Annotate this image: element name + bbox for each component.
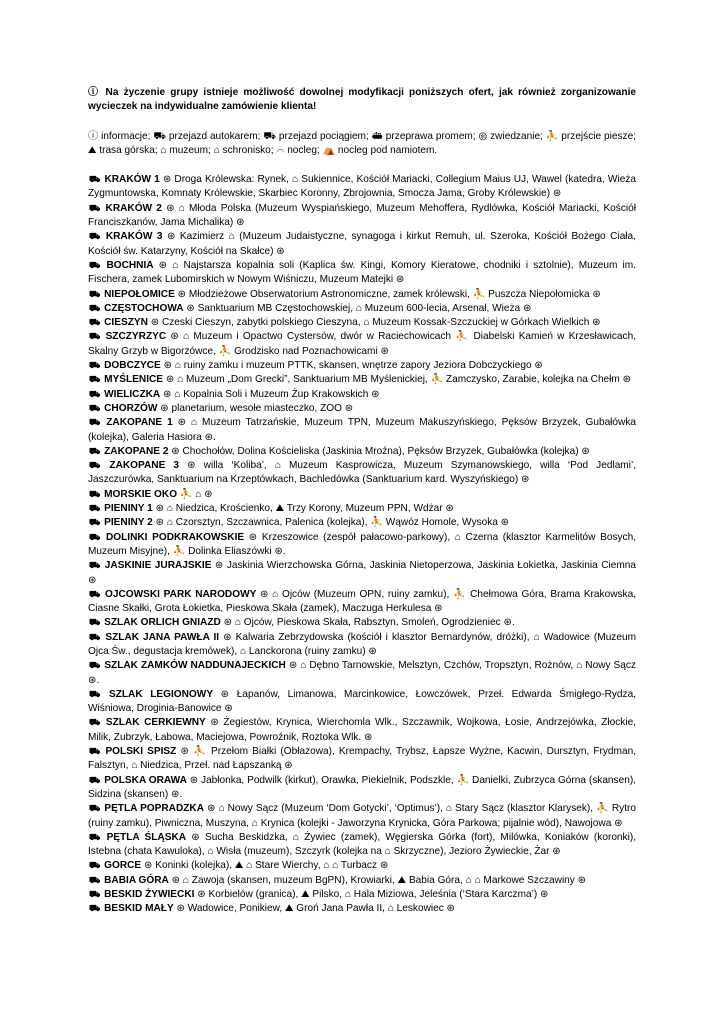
bus-icon: ⛟	[89, 232, 101, 243]
offer-name: BESKID MAŁY	[104, 903, 174, 915]
offer-name: CHORZÓW	[104, 402, 158, 414]
offer-description: ⊛ Łapanów, Limanowa, Marcinkowice, Łowczówek, Przeł. Edwarda Śmigłego-Rydza, Wiśniowa, Droginia-Banowice ⊛	[88, 688, 636, 715]
offer-name: SZLAK JANA PAWŁA II	[105, 631, 220, 643]
bus-icon: ⛟	[89, 618, 101, 629]
legend-text: ⓘ informacje; ⛟ przejazd autokarem; ⛟ przejazd pociągiem; ⛴ przeprawa promem; ⊛ zwiedzanie; ⛹ przejście piesze; ⛰ trasa górska; ⌂ muzeum; ⌂ schronisko; ⌒ nocleg; ⛺ nocleg pod namiotem.	[88, 130, 636, 156]
offer-name: ZAKOPANE 1	[106, 417, 173, 429]
offer-entry	[88, 445, 636, 459]
bus-icon: ⛟	[89, 904, 101, 915]
offer-entry	[88, 716, 636, 745]
bus-icon: ⛟	[89, 332, 101, 343]
offer-description: ⊛ ⌂ Muzeum Tatrzańskie, Muzeum TPN, Muzeum Makuszyńskiego, Pęksów Brzyzek, Gubałówka (kolejka), Galeria Hasiora ⊛.	[88, 417, 636, 443]
bus-icon: ⛟	[89, 875, 101, 886]
bus-icon: ⛟	[89, 175, 101, 186]
offer-description: ⊛ Jabłonka, Podwilk (kirkut), Orawka, Piekielnik, Podszkle, ⛹ Danielki, Zubrzyca Górna (skansen), Sidzina (skansen) ⊛.	[88, 774, 636, 800]
offer-name: SZLAK CERKIEWNY	[105, 717, 206, 729]
offer-entry	[88, 859, 636, 873]
bus-icon: ⛟	[89, 375, 101, 386]
offer-name: SZLAK ZAMKÓW NADDUNAJECKICH	[104, 660, 286, 672]
offer-entry	[88, 302, 636, 316]
offer-name: SZLAK LEGIONOWY	[108, 688, 214, 700]
offer-description: ⊛ ⌂ Ojców (Muzeum OPN, ruiny zamku), ⛹ Chełmowa Góra, Brama Krakowska, Ciasne Skałki, Grota Łokietka, Pieskowa Skała (zamek), Maczuga Herkulesa ⊛	[88, 588, 636, 615]
offer-name: KRAKÓW 3	[105, 231, 163, 243]
bus-icon: ⛟	[89, 661, 101, 672]
offer-entry	[88, 516, 636, 530]
bus-icon: ⛟	[89, 689, 101, 700]
offer-name: BABIA GÓRA	[104, 874, 169, 886]
offer-name: DOBCZYCE	[104, 360, 161, 372]
bus-icon: ⛟	[89, 518, 101, 529]
offer-description: ⊛ ⌂ Czorsztyn, Szczawnica, Palenica (kolejka), ⛹ Wąwóz Homole, Wysoka ⊛	[152, 517, 510, 529]
offer-name: PĘTLA POPRADZKA	[104, 803, 204, 815]
offer-entry	[88, 874, 636, 888]
offer-description: ⊛ ⌂ Kopalnia Soli i Muzeum Żup Krakowskich ⊛	[160, 388, 380, 400]
offer-description: ⊛ Czeski Cieszyn, zabytki polskiego Cieszyna, ⌂ Muzeum Kossak-Szczuckiej w Górkach Wielkich ⊛	[147, 317, 601, 329]
offer-name: KRAKÓW 2	[105, 202, 162, 214]
offer-entry	[88, 659, 636, 688]
offer-entry	[88, 502, 636, 516]
offer-entry	[88, 359, 636, 373]
offer-name: POLSKA ORAWA	[104, 774, 187, 786]
offer-description: ⊛ Krzeszowice (zespół pałacowo-parkowy), ⌂ Czerna (klasztor Karmelitów Bosych, Muzeum Misyjne), ⛹ Dolinka Eliaszówki ⊛.	[88, 531, 637, 557]
offer-description: ⊛ ⌂ Dębno Tarnowskie, Melsztyn, Czchów, Tropsztyn, Rożnów, ⌂ Nowy Sącz ⊛.	[88, 660, 636, 686]
offer-entry	[88, 631, 636, 660]
offer-entry	[88, 316, 636, 330]
bus-icon: ⛟	[89, 461, 101, 472]
offer-entry	[88, 373, 636, 387]
bus-icon: ⛟	[89, 260, 101, 271]
offer-description: ⊛ ⌂ Ojców, Pieskowa Skała, Rabsztyn, Smoleń, Ogrodzieniec ⊛.	[220, 617, 515, 629]
offer-entry	[88, 173, 636, 202]
bus-icon: ⛟	[89, 589, 101, 600]
offer-name: CZĘSTOCHOWA	[104, 302, 184, 314]
bus-icon: ⛟	[89, 561, 101, 572]
offer-name: WIELICZKA	[104, 388, 161, 400]
offer-description: ⊛ Jaskinia Wierzchowska Górna, Jaskinia Nietoperzowa, Jaskinia Łokietka, Jaskinia Ciemna ⊛	[88, 560, 636, 586]
bus-icon: ⛟	[89, 832, 101, 843]
bus-icon: ⛟	[89, 361, 101, 372]
offer-name: GORCE	[104, 860, 142, 872]
offer-description: ⊛ willa ‘Koliba’, ⌂ Muzeum Kasprowicza, Muzeum Szymanowskiego, willa ‘Pod Jedlami’, Jaszczurówka, Sanktuarium na Krzeptówkach, Bachledówka (Sanktuarium kard. Wyszyńskiego) ⊛	[88, 460, 636, 486]
offer-description: ⊛ ⌂ Muzeum „Dom Grecki”, Sanktuarium MB Myślenickiej, ⛹ Zamczysko, Zarabie, kolejka na Chełm ⊛	[163, 374, 632, 386]
offer-name: DOLINKI PODKRAKOWSKIE	[105, 531, 245, 543]
bus-icon: ⛟	[89, 747, 101, 758]
offer-list	[88, 173, 636, 916]
offer-description: ⊛ Droga Królewska: Rynek, ⌂ Sukiennice, Kościół Mariacki, Collegium Maius UJ, Wawel (katedra, Wieża Zygmuntowska, Komnaty Królewskie, Skarbiec Koronny, Zbrojownia, Smocza Jama, Groby Królewskie) ⊛	[88, 174, 636, 200]
offer-description: ⊛ Chochołów, Dolina Kościeliska (Jaskinia Mroźna), Pęksów Brzyzek, Gubałówka (kolejka) ⊛	[168, 445, 590, 457]
bus-icon: ⛟	[89, 504, 101, 515]
offer-entry	[88, 588, 636, 617]
bus-icon: ⛟	[89, 303, 101, 314]
bus-icon: ⛟	[89, 318, 101, 329]
offer-entry	[88, 402, 636, 416]
offer-name: PIENINY 2	[104, 517, 153, 529]
offer-entry	[88, 416, 636, 445]
offer-description: ⊛ ⌂ Najstarsza kopalnia soli (Kaplica św. Kingi, Komory Kieratowe, chodniki i sztolnie), Muzeum im. Fischera, zamek Lubomirskich w Nowym Wiśniczu, Muzeum Matejki ⊛	[88, 259, 636, 286]
bus-icon: ⛟	[89, 718, 101, 729]
offer-description: ⊛ Koninki (kolejka), ⛰ ⌂ Stare Wierchy, ⌂ ⌂ Turbacz ⊛	[141, 860, 389, 872]
offer-name: SZLAK ORLICH GNIAZD	[104, 617, 221, 629]
offer-name: SZCZYRZYC	[105, 331, 167, 343]
offer-name: BOCHNIA	[106, 259, 154, 271]
offer-description: ⊛ Korbielów (granica), ⛰ Pilsko, ⌂ Hala Miziowa, Jeleśnia (‘Stara Karczma’) ⊛	[194, 889, 549, 901]
offer-entry	[88, 259, 636, 288]
offer-description: ⊛ Sucha Beskidzka, ⌂ Żywiec (zamek), Węgierska Górka (fort), Milówka, Koniaków (koronki), Istebna (chata Kawuloka), ⌂ Wisła (muzeum), Szczyrk (kolejka na ⌂ Skrzyczne), Jezioro Żywieckie, Żar ⊛	[88, 831, 637, 858]
offer-entry	[88, 330, 636, 359]
offer-description: ⊛ ⛹ Przełom Białki (Obłazowa), Krempachy, Trybsz, Łapsze Wyżne, Kacwin, Dursztyn, Frydman, Falsztyn, ⌂ Niedzica, Przeł. nad Łapszanką ⊛	[88, 746, 636, 772]
bus-icon: ⛟	[89, 418, 101, 429]
offer-description: ⊛ ⌂ Zawoja (skansen, muzeum BgPN), Krowiarki, ⛰ Babia Góra, ⌂ ⌂ Markowe Szczawiny ⊛	[168, 874, 587, 886]
offer-name: MYŚLENICE	[104, 374, 164, 386]
bus-icon: ⛟	[89, 203, 101, 214]
bus-icon: ⛟	[89, 861, 101, 872]
offer-name: POLSKI SPISZ	[105, 746, 177, 758]
offer-description: ⊛ ⌂ Młoda Polska (Muzeum Wyspiańskiego, Muzeum Mehoffera, Rydlówka, Kościół Mariacki, Kościół Franciszkanów, Jama Michalika) ⊛	[88, 202, 636, 229]
offer-description: ⊛ Kalwaria Zebrzydowska (kościół i klasztor Bernardynów, dróżki), ⌂ Wadowice (Muzeum Ojca Św., degustacja kremówek), ⌂ Lanckorona (ruiny zamku) ⊛	[88, 631, 636, 657]
bus-icon: ⛟	[89, 532, 101, 543]
offer-name: ZAKOPANE 2	[104, 445, 169, 457]
bus-icon: ⛟	[89, 632, 101, 643]
offer-entry	[88, 488, 636, 502]
offer-entry	[88, 202, 636, 231]
offer-entry	[88, 888, 636, 902]
notice-text: ⓘ Na życzenie grupy istnieje możliwość dowolnej modyfikacji poniższych ofert, jak również zorganizowanie wycieczek na indywidualne zamówienie klienta!	[88, 87, 636, 113]
offer-entry	[88, 616, 636, 630]
offer-entry	[88, 288, 636, 302]
offer-description: ⊛ ⌂ ruiny zamku i muzeum PTTK, skansen, wnętrze zapory Jeziora Dobczyckiego ⊛	[160, 360, 543, 372]
bus-icon: ⛟	[89, 804, 101, 815]
offer-description: ⛹ ⌂ ⊛	[177, 488, 213, 500]
offer-name: OJCOWSKI PARK NARODOWY	[105, 588, 257, 600]
offer-entry	[88, 831, 636, 860]
bus-icon: ⛟	[89, 489, 101, 500]
offer-description: ⊛ Kazimierz ⌂ (Muzeum Judaistyczne, synagoga i kirkut Remuh, ul. Szeroka, Kościół Bożego Ciała, Kościół św. Katarzyny, Kościół na Skałce) ⊛	[88, 231, 636, 257]
offer-name: CIESZYN	[104, 317, 148, 329]
offer-description: ⊛ ⌂ Nowy Sącz (Muzeum ‘Dom Gotycki’, ‘Optimus’), ⌂ Stary Sącz (klasztor Klarysek), ⛹ Rytro (ruiny zamku), Piwniczna, Muszyna, ⌂ Krynica (kolejki - Jaworzyna Krynicka, Góra Parkowa; pijalnie wód), Nawojowa ⊛	[88, 803, 636, 829]
offer-description: ⊛ Żegiestów, Krynica, Wierchomla Wlk., Szczawnik, Wojkowa, Łosie, Andrzejówka, Złockie, Milik, Zubrzyk, Łabowa, Maciejowa, Powroźnik, Roztoka Wlk. ⊛	[88, 717, 636, 743]
offer-entry	[88, 531, 636, 560]
offer-entry	[88, 774, 636, 803]
offer-entry	[88, 388, 636, 402]
offer-entry	[88, 802, 636, 831]
offer-name: KRAKÓW 1	[104, 174, 160, 186]
bus-icon: ⛟	[89, 289, 101, 300]
offer-entry	[88, 559, 636, 588]
offer-entry	[88, 902, 636, 916]
offer-name: PĘTLA ŚLĄSKA	[106, 831, 187, 843]
offer-name: NIEPOŁOMICE	[104, 288, 175, 300]
offer-name: PIENINY 1	[104, 503, 153, 515]
offer-name: BESKID ŻYWIECKI	[104, 889, 195, 901]
offer-name: JASKINIE JURAJSKIE	[104, 560, 212, 572]
offer-description: ⊛ planetarium, wesołe miasteczko, ZOO ⊛	[157, 402, 354, 414]
offer-description: ⊛ Wadowice, Ponikiew, ⛰ Groń Jana Pawła II, ⌂ Leskowiec ⊛	[173, 903, 456, 915]
offer-description: ⊛ ⌂ Niedzica, Krościenko, ⛰ Trzy Korony, Muzeum PPN, Wdżar ⊛	[152, 503, 454, 515]
bus-icon: ⛟	[89, 389, 101, 400]
offer-entry	[88, 688, 636, 717]
bus-icon: ⛟	[89, 403, 101, 414]
offer-name: MORSKIE OKO	[104, 488, 178, 500]
offer-name: ZAKOPANE 3	[109, 460, 180, 472]
offer-entry	[88, 459, 636, 488]
document-page	[88, 86, 636, 917]
offer-entry	[88, 230, 636, 259]
bus-icon: ⛟	[89, 775, 101, 786]
offer-description: ⊛ Sanktuarium MB Częstochowskiej, ⌂ Muzeum 600-lecia, Arsenał, Wieża ⊛	[183, 302, 532, 314]
offer-entry	[88, 745, 636, 774]
offer-description: ⊛ ⌂ Muzeum i Opactwo Cystersów, dwór w Raciechowicach ⛹ Diabelski Kamień w Krzesławicach, Skalny Grzyb w Bigorzówce, ⛹ Grodzisko nad Poznachowicami ⊛	[88, 331, 637, 357]
bus-icon: ⛟	[89, 446, 101, 457]
offer-description: ⊛ Młodzieżowe Obserwatorium Astronomiczne, zamek królewski, ⛹ Puszcza Niepołomicka ⊛	[174, 288, 601, 300]
bus-icon: ⛟	[89, 890, 101, 901]
